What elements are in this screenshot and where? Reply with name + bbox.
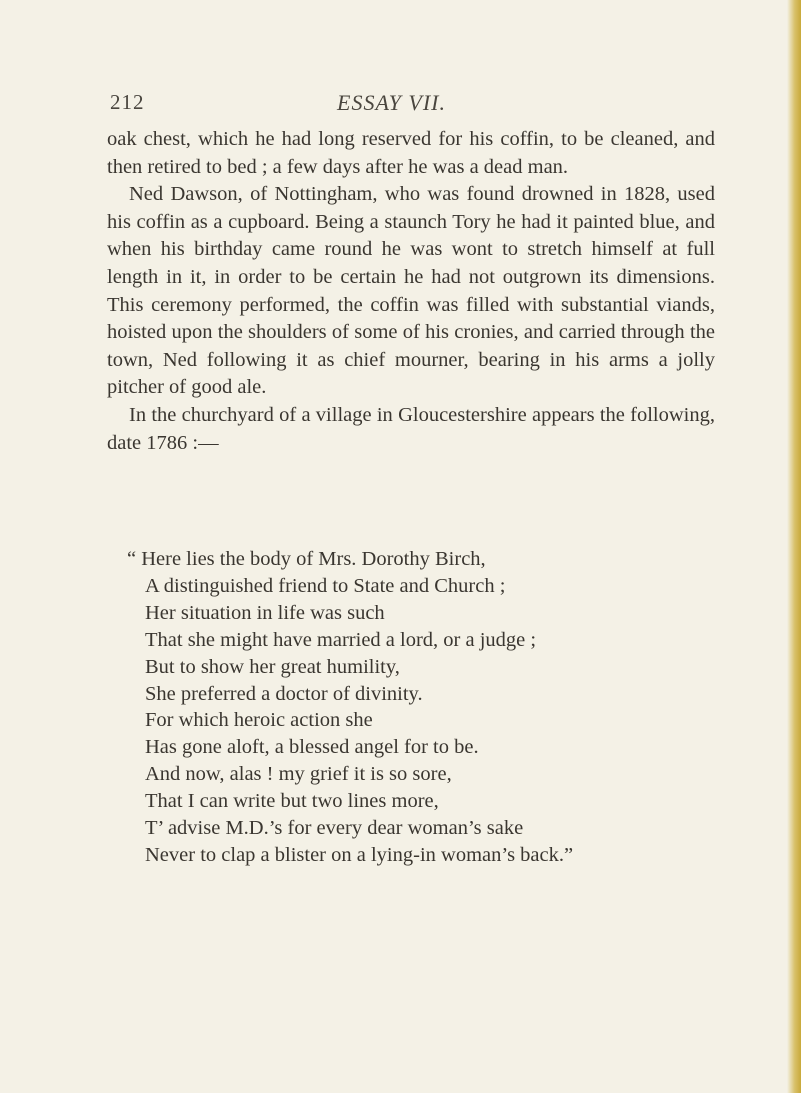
poem-line: That I can write but two lines more, xyxy=(145,790,439,813)
poem-line: Has gone aloft, a blessed angel for to be. xyxy=(145,736,479,759)
running-title: ESSAY VII. xyxy=(337,90,446,115)
poem-line: A distinguished friend to State and Church ; xyxy=(145,574,506,597)
poem-line: And now, alas ! my grief it is so sore, xyxy=(145,763,452,786)
poem-line: “ Here lies the body of Mrs. Dorothy Birch, xyxy=(127,548,486,570)
poem-line: T’ advise M.D.’s for every dear woman’s sake xyxy=(145,817,524,840)
poem-line: But to show her great humility, xyxy=(145,655,400,678)
poem-line: For which heroic action she xyxy=(145,709,373,732)
epitaph-poem xyxy=(127,546,727,869)
poem-line: Never to clap a blister on a lying-in woman’s back.” xyxy=(145,843,574,866)
paragraph: oak chest, which he had long reserved for his coffin, to be cleaned, and then retired to bed ; a few days after he was a dead man. xyxy=(107,128,715,178)
body-text xyxy=(107,126,715,457)
poem-line: That she might have married a lord, or a judge ; xyxy=(145,628,537,651)
poem-line: Her situation in life was such xyxy=(145,601,385,624)
paragraph: Ned Dawson, of Nottingham, who was found drowned in 1828, used his coffin as a cupboard. Being a staunch Tory he had it painted blue, and when his birthday came round he was wont to stretch himself at full length in it, in order to be certain he had not outgrown its dimensions. This ceremony performed, the coffin was filled with substantial viands, hoisted upon the shoulders of some of his cronies, and carried through the town, Ned following it as chief mourner, bearing in his arms a jolly pitcher of good ale. xyxy=(107,183,715,399)
page-number: 212 xyxy=(110,90,145,114)
page-header xyxy=(107,90,717,122)
page-edge-stain xyxy=(787,0,801,1093)
paragraph: In the churchyard of a village in Gloucestershire appears the following, date 1786 :— xyxy=(107,403,715,454)
poem-line: She preferred a doctor of divinity. xyxy=(145,682,423,705)
